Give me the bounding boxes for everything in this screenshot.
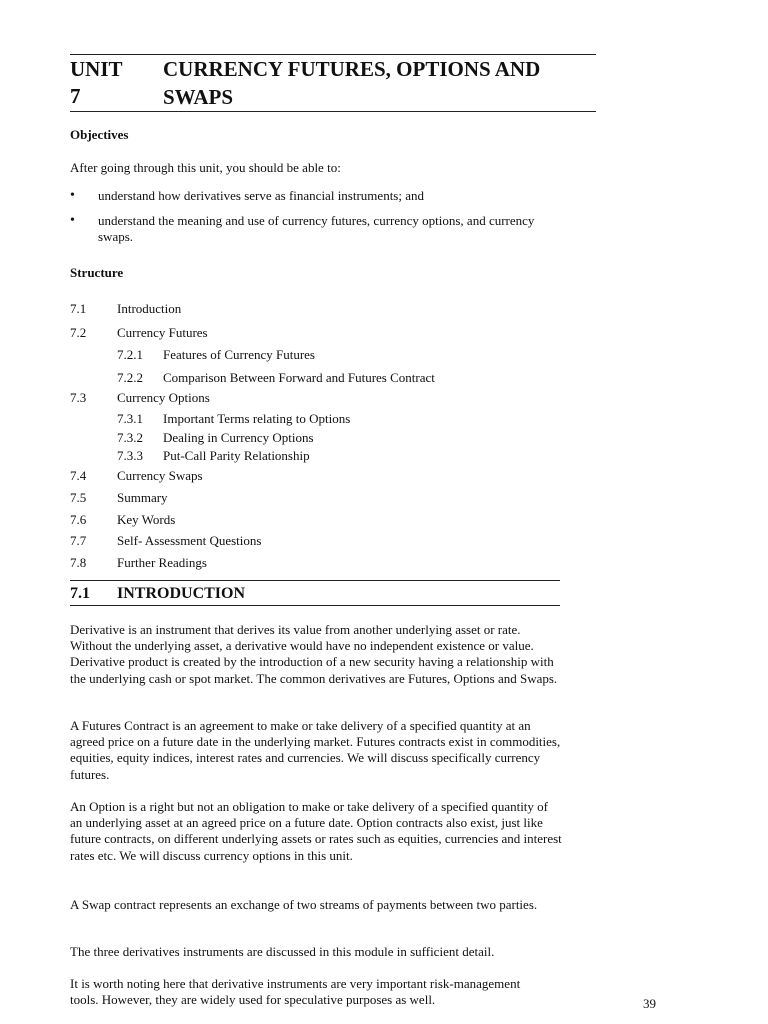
toc-label: Currency Swaps — [117, 468, 203, 483]
section-number: 7.1 — [70, 585, 90, 602]
toc-number: 7.3.1 — [117, 411, 143, 426]
paragraph: An Option is a right but not an obligation to make or take delivery of a specified quantity of an underlying asset at an agreed price on a future date. Option contracts also exist, just like future contracts, on different underlying assets or rates such as equities, currencies and interest rates etc. We will discuss currency options in this unit. — [70, 799, 562, 863]
toc-label: Summary — [117, 490, 168, 505]
toc-label: Currency Futures — [117, 325, 208, 340]
top-rule — [70, 54, 596, 55]
title-bottom-rule — [70, 111, 596, 112]
toc-label: Put-Call Parity Relationship — [163, 448, 310, 463]
structure-heading: Structure — [70, 265, 124, 280]
toc-number: 7.8 — [70, 555, 87, 570]
section-top-rule — [70, 580, 560, 581]
unit-title-line2: SWAPS — [163, 85, 234, 109]
toc-label: Introduction — [117, 301, 182, 316]
bullet-icon: • — [70, 213, 75, 228]
paragraph: The three derivatives instruments are discussed in this module in sufficient detail. — [70, 944, 495, 959]
toc-label: Self- Assessment Questions — [117, 533, 262, 548]
toc-number: 7.2.2 — [117, 370, 143, 385]
toc-number: 7.3.2 — [117, 430, 143, 445]
unit-title-line1: CURRENCY FUTURES, OPTIONS AND — [163, 57, 541, 81]
objective-text: understand how derivatives serve as financial instruments; and — [98, 188, 424, 203]
toc-number: 7.7 — [70, 533, 87, 548]
objective-text: understand the meaning and use of currency futures, currency options, and currency swaps. — [98, 213, 535, 244]
unit-number: UNIT 7 — [70, 57, 123, 108]
section-title: INTRODUCTION — [117, 585, 246, 602]
toc-label: Dealing in Currency Options — [163, 430, 314, 445]
toc-number: 7.4 — [70, 468, 87, 483]
paragraph: It is worth noting here that derivative instruments are very important risk-management tools. However, they are widely used for speculative purposes as well. — [70, 976, 521, 1008]
toc-label: Currency Options — [117, 390, 210, 405]
objectives-heading: Objectives — [70, 127, 129, 142]
toc-label: Comparison Between Forward and Futures Contract — [163, 370, 435, 385]
bullet-icon: • — [70, 188, 75, 203]
toc-number: 7.5 — [70, 490, 87, 505]
paragraph: A Futures Contract is an agreement to make or take delivery of a specified quantity at an agreed price on a future date in the underlying market. Futures contracts exist in commodities, equities, equity indices, interest rates and currencies. We will discuss specifically currency futures. — [70, 718, 561, 782]
page-number: 39 — [643, 996, 656, 1011]
paragraph: Derivative is an instrument that derives its value from another underlying asset or rate. Without the underlying asset, a derivative would have no independent existence or value. Derivative product is created by the introduction of a new security having a relationship with the underlying cash or spot market. The common derivatives are Futures, Options and Swaps. — [70, 622, 558, 686]
toc-number: 7.1 — [70, 301, 87, 316]
toc-number: 7.2 — [70, 325, 87, 340]
toc-number: 7.3 — [70, 390, 87, 405]
toc-label: Important Terms relating to Options — [163, 411, 351, 426]
section-bottom-rule — [70, 605, 560, 606]
objectives-intro: After going through this unit, you should be able to: — [70, 160, 341, 175]
paragraph: A Swap contract represents an exchange of two streams of payments between two parties. — [70, 897, 538, 912]
toc-number: 7.3.3 — [117, 448, 143, 463]
toc-number: 7.6 — [70, 512, 87, 527]
toc-label: Further Readings — [117, 555, 207, 570]
toc-label: Key Words — [117, 512, 176, 527]
toc-number: 7.2.1 — [117, 347, 143, 362]
toc-label: Features of Currency Futures — [163, 347, 315, 362]
